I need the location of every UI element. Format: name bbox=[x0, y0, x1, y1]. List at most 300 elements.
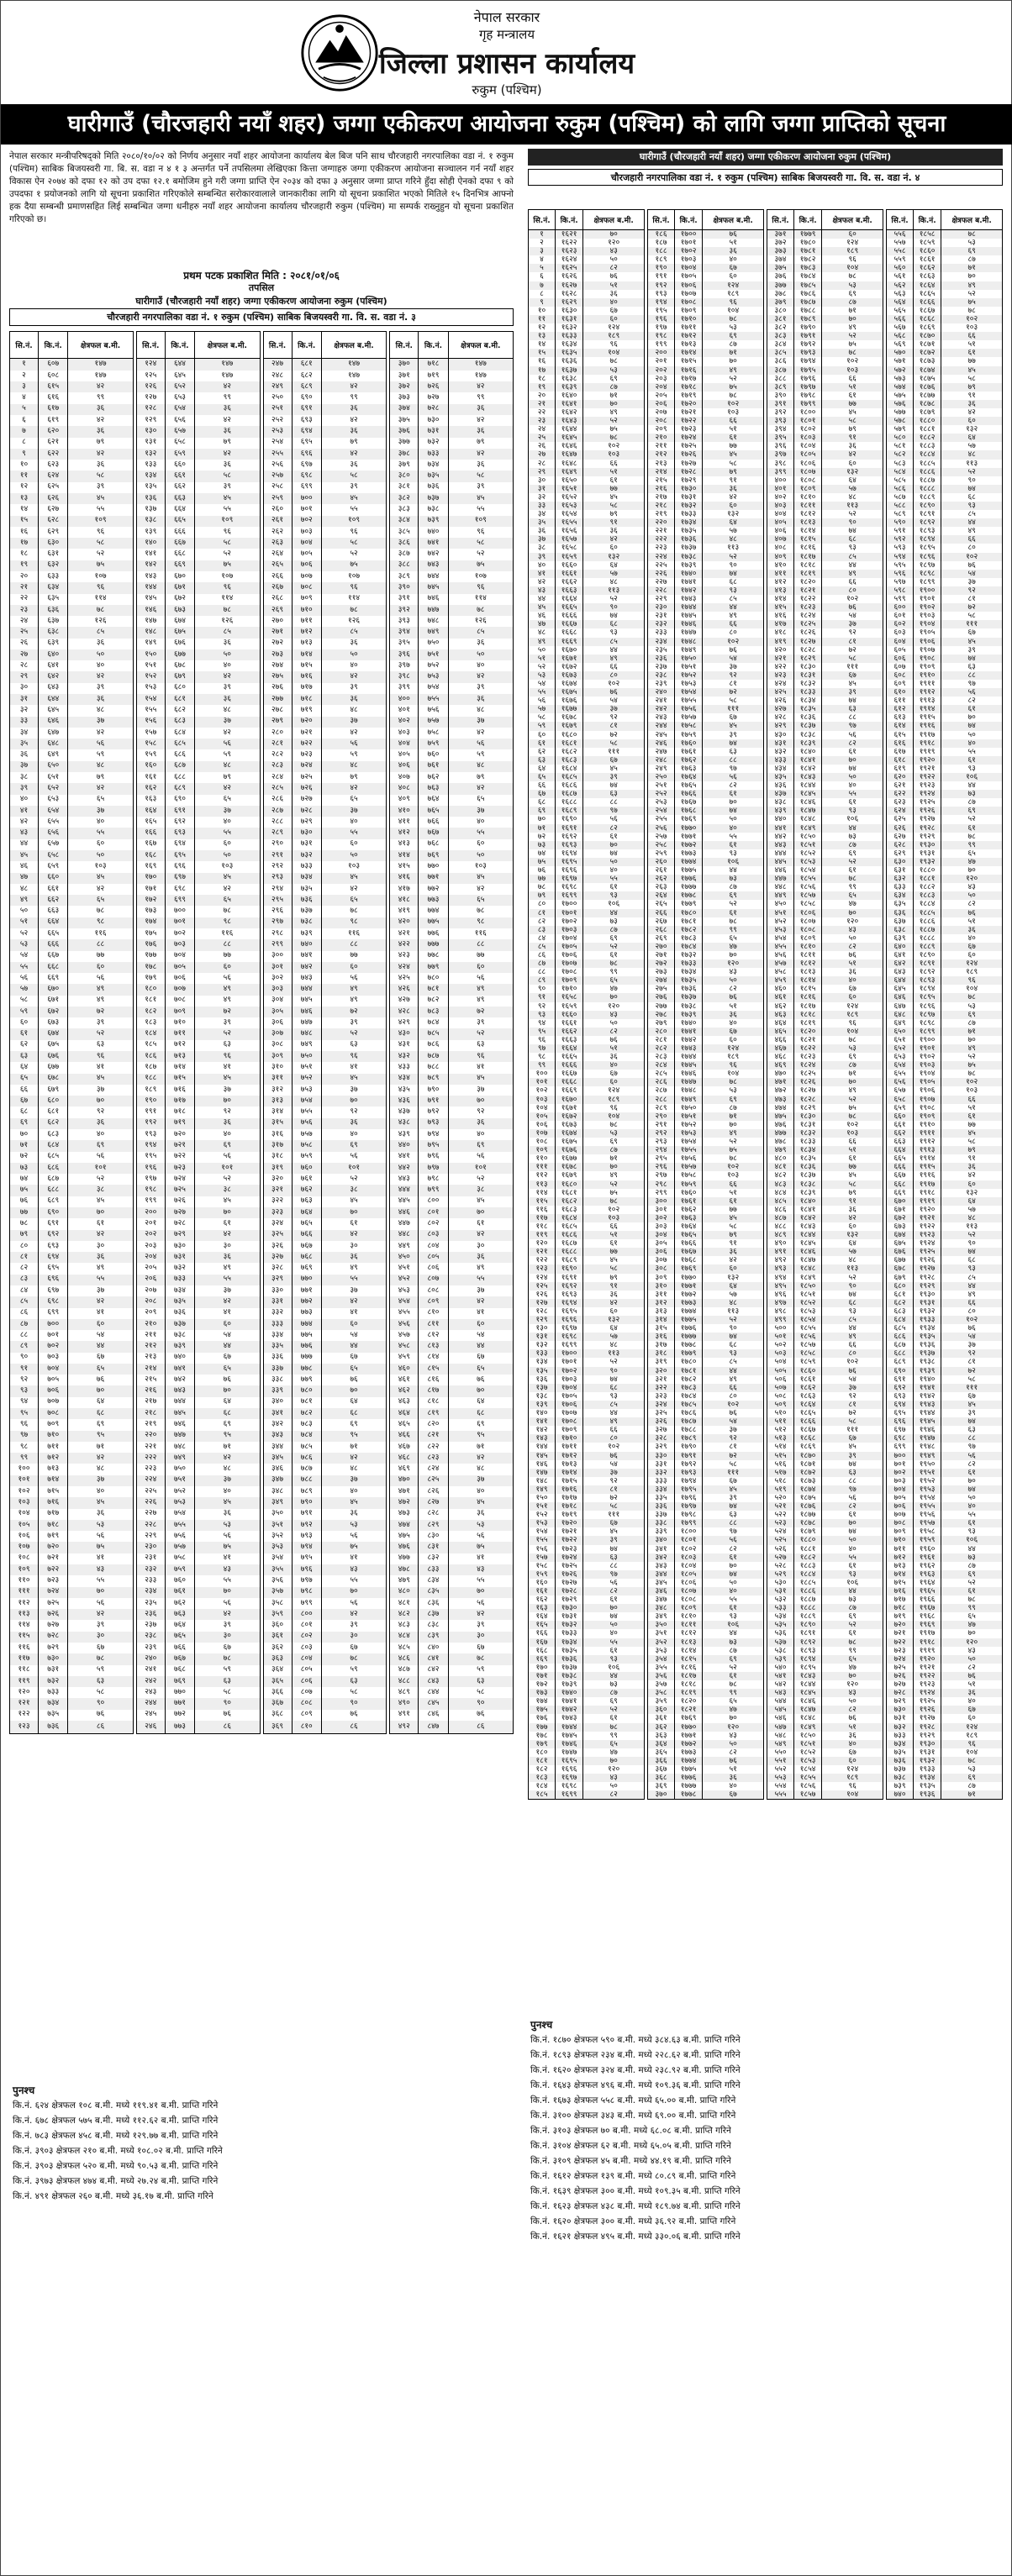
table-row: १९० १७०४ ६७ bbox=[648, 264, 764, 272]
table-row: ६२ १६८२ १११ bbox=[529, 748, 645, 756]
table-row: ११५ ७२८ ३० bbox=[10, 1632, 134, 1643]
table-row: २३२ ७५९ ४३ bbox=[136, 1564, 260, 1575]
table-row: ९४ १६६१ ५० bbox=[529, 1019, 645, 1028]
table-row: १६९ १७३६ ९३ bbox=[529, 1655, 645, 1664]
table-row: ६२७ १९२९ ७८ bbox=[887, 833, 1003, 841]
table-row: २४२ १७५६ १११ bbox=[648, 705, 764, 713]
table-row: ४९४ १८४९ ५२ bbox=[767, 1274, 883, 1282]
table-row: ५ ६१७ ३६ bbox=[10, 404, 134, 415]
table-row: ३७६ ७३१ ३६ bbox=[390, 426, 514, 437]
table-row: ३८१ १७८९ ७० bbox=[767, 315, 883, 323]
table-row: ७६ १६९६ ४० bbox=[529, 866, 645, 875]
table-row: २११ १७२५ ७७ bbox=[648, 442, 764, 450]
table-row: ६०४ १९०६ ४५ bbox=[887, 638, 1003, 646]
table-row: ५८५ १८८७ ९० bbox=[887, 476, 1003, 485]
table-row: ४३५ ७९० ३७ bbox=[390, 1085, 514, 1096]
table-row: ५२४ १८७९ ७४ bbox=[767, 1527, 883, 1536]
table-row: ३१८ १७७९ ९३ bbox=[648, 1349, 764, 1358]
table-row: ४३७ १८४५ ५५ bbox=[767, 790, 883, 798]
table-row: २९१ ७३२ ५० bbox=[263, 850, 387, 861]
table-row: १२६ १६९३ ३६ bbox=[529, 1291, 645, 1299]
table-row: २४१ १७५५ ५८ bbox=[648, 697, 764, 705]
table-row: २८९ ७३० ५५ bbox=[263, 828, 387, 839]
table-row: ७२९ १९२५ ४० bbox=[887, 1697, 1003, 1706]
table-row: २७३ १७३४ ४३ bbox=[648, 968, 764, 976]
table-row: ११६ ७२९ ६७ bbox=[10, 1643, 134, 1653]
table-row: ३८४ ७३९ १०९ bbox=[390, 516, 514, 527]
table-row: २८६ ७२७ ६५ bbox=[263, 795, 387, 806]
table-row: ३०६ १७६७ ३६ bbox=[648, 1248, 764, 1256]
table-row: २५४ १७६८ ७४ bbox=[648, 807, 764, 815]
table-row: १४ १६३४ ९६ bbox=[529, 340, 645, 349]
table-row: १७९ १७४६ ६५ bbox=[529, 1740, 645, 1748]
table-row: १४८ ६७५ ८५ bbox=[136, 627, 260, 638]
table-row: ३५२ ७९३ ५६ bbox=[263, 1531, 387, 1542]
table-row: ३५७ १८१८ ७८ bbox=[648, 1680, 764, 1689]
table-row: ५०८ १८६३ ९२ bbox=[767, 1392, 883, 1401]
table-row: १८९ १७०३ ४० bbox=[648, 255, 764, 264]
table-row: ३३६ ७७७ ६७ bbox=[263, 1353, 387, 1364]
table-row: ११५ १६८२ ७८ bbox=[529, 1197, 645, 1206]
column-header: कि.नं. bbox=[675, 210, 703, 230]
table-row: १७५ ७०२ ११६ bbox=[136, 928, 260, 939]
table-row: ६४८ १८९७ ६९ bbox=[887, 1011, 1003, 1019]
table-row: ४१९ ७७४ ७८ bbox=[390, 906, 514, 917]
table-row: २४९ ६८९ ४२ bbox=[263, 381, 387, 392]
table-row: ४७० ८२५ ३७ bbox=[390, 1475, 514, 1486]
table-row: ४३२ १८४० ६१ bbox=[767, 748, 883, 756]
table-row: ४७० १८२५ ७१ bbox=[767, 1070, 883, 1078]
table-row: ४७६ १८३१ १०२ bbox=[767, 1121, 883, 1129]
table-row: ३९ ६५२ ४२ bbox=[10, 783, 134, 794]
table-row: ६०२ १९०४ १११ bbox=[887, 620, 1003, 628]
table-row: २०४ ७३१ ३६ bbox=[136, 1252, 260, 1263]
table-row: २०६ ७३३ ५५ bbox=[136, 1275, 260, 1285]
table-row: ३१२ १७७३ ४८ bbox=[648, 1299, 764, 1307]
table-row: ३ १६२३ ४३ bbox=[529, 247, 645, 255]
table-row: ६०१ १९०३ ५८ bbox=[887, 612, 1003, 620]
table-row: २४६ ७७३ ८६ bbox=[136, 1721, 260, 1734]
table-row: ७२२ १९१८ १२० bbox=[887, 1638, 1003, 1647]
table-row: ५७४ १८७६ ७९ bbox=[887, 383, 1003, 392]
table-row: ९५ ७०८ ६८ bbox=[10, 1408, 134, 1419]
table-row: ४७७ ८३२ ४१ bbox=[390, 1553, 514, 1564]
table-row: ३४३ १८०४ ७० bbox=[648, 1562, 764, 1570]
table-row: ४२५ १८३३ ३९ bbox=[767, 688, 883, 697]
table-row: ५३६ १८९१ ६१ bbox=[767, 1629, 883, 1638]
table-row: १२३ १६९० ५८ bbox=[529, 1264, 645, 1273]
table-row: ४३९ ७९४ ४० bbox=[390, 1129, 514, 1140]
table-row: १५३ ६८० ३९ bbox=[136, 683, 260, 694]
table-row: २९ १६४९ ५१ bbox=[529, 468, 645, 476]
table-row: २४८ ६८२ १४७ bbox=[263, 371, 387, 381]
table-row: ५७२ १८७४ ४५ bbox=[887, 366, 1003, 375]
table-row: १७७ १७४४ ७८ bbox=[529, 1723, 645, 1732]
table-row: ४४३ १८५१ ८७ bbox=[767, 841, 883, 849]
table-row: २८८ १७४९ ६९ bbox=[648, 1096, 764, 1104]
table-row: ३७ ६५० ४८ bbox=[10, 761, 134, 772]
table-row: ५९८ १९०० ९२ bbox=[887, 586, 1003, 595]
table-row: ४५९ १८१४ ४० bbox=[767, 976, 883, 985]
right-note-item: कि.नं. १८९३ क्षेत्रफल २३४ ब.मी. मध्ये २२८.६२ ब.मी. प्राप्ति गरिने bbox=[530, 2050, 741, 2060]
table-row: २२ ६३५ ११४ bbox=[10, 594, 134, 605]
table-row: १३५ ६६२ ३९ bbox=[136, 482, 260, 493]
table-row: २३ १६४३ ५२ bbox=[529, 417, 645, 425]
right-note-item: कि.नं. ३१०० क्षेत्रफल ३४३ ब.मी. मध्ये ६९.०० ब.मी. प्राप्ति गरिने bbox=[530, 2111, 736, 2121]
table-row: २३५ १७४९ ७६ bbox=[648, 646, 764, 655]
table-row: २९६ ७३७ ७८ bbox=[263, 906, 387, 917]
table-row: ४०४ ७५९ ५६ bbox=[390, 739, 514, 749]
table-row: ५७९ १८८१ १३२ bbox=[887, 425, 1003, 434]
table-row: ४३ ६५६ ५५ bbox=[10, 828, 134, 839]
table-row: ११२ १६७९ ४९ bbox=[529, 1171, 645, 1180]
table-row: २५६ ६९७ ३६ bbox=[263, 460, 387, 471]
table-row: १०१ १६६८ ६० bbox=[529, 1078, 645, 1086]
table-row: ६४९ १८९८ ८७ bbox=[887, 1019, 1003, 1028]
left-note-item: कि.नं. ६२४ क्षेत्रफल १०८ ब.मी. मध्ये ११९.४१ ब.मी. प्राप्ति गरिने bbox=[13, 2100, 219, 2111]
table-row: २८५ ७२६ ४२ bbox=[263, 783, 387, 794]
table-row: २२६ ७५३ ४५ bbox=[136, 1497, 260, 1508]
table-row: ५५ १६७५ ७६ bbox=[529, 688, 645, 697]
table-row: ५४६ १८४८ ७६ bbox=[767, 1714, 883, 1722]
table-row: ४९५ १८५० ९० bbox=[767, 1282, 883, 1291]
table-row: २६ ६३९ ३६ bbox=[10, 639, 134, 649]
table-row: २४५ १७५९ ३९ bbox=[648, 731, 764, 739]
table-row: ६४ ६७७ ४१ bbox=[10, 1062, 134, 1073]
table-row: ३१३ ७५४ ७० bbox=[263, 1096, 387, 1107]
table-row: १४३ १७१० ८० bbox=[529, 1434, 645, 1443]
table-row: २९४ ७३५ ४२ bbox=[263, 884, 387, 895]
table-row: ३७० ७१८ १४७ bbox=[390, 359, 514, 371]
table-row: ३२७ १७८८ ३७ bbox=[648, 1426, 764, 1434]
table-row: ५३१ १८८६ ४४ bbox=[767, 1587, 883, 1596]
table-row: ३८ १६५८ ६० bbox=[529, 544, 645, 552]
table-row: ६४१ १८९० ६० bbox=[887, 951, 1003, 959]
table-row: ५६१ १८६३ ७० bbox=[887, 272, 1003, 281]
table-row: ५६९ १८७१ ५१ bbox=[887, 340, 1003, 349]
table-row: ६३३ १८८२ ४३ bbox=[887, 883, 1003, 891]
table-row: ५१ ६६४ ९८ bbox=[10, 917, 134, 928]
table-row: ६६२ १९११ ४५ bbox=[887, 1129, 1003, 1138]
right-notes bbox=[530, 2017, 1001, 2244]
table-row: २३८ १७५२ ९२ bbox=[648, 671, 764, 680]
table-row: १०९ १६७६ ८७ bbox=[529, 1146, 645, 1154]
table-row: १६४ १७३१ ७४ bbox=[529, 1612, 645, 1621]
table-row: ४१३ ७६८ ६० bbox=[390, 839, 514, 850]
table-row: ५२६ १८८१ ४० bbox=[767, 1545, 883, 1553]
table-row: २८७ ७२८ ३७ bbox=[263, 806, 387, 817]
table-row: ५२३ १८७८ ७० bbox=[767, 1519, 883, 1527]
table-row: ४२८ ७८३ ७२ bbox=[390, 1007, 514, 1017]
table-row: ४२८ १८३६ ८८ bbox=[767, 713, 883, 722]
table-row: ८६ १७०६ ६१ bbox=[529, 951, 645, 959]
table-row: ९६ ७०९ ६९ bbox=[10, 1419, 134, 1430]
right-note-item: कि.नं. १६४३ क्षेत्रफल ४९६ ब.मी. मध्ये १०९.३६ ब.मी. प्राप्ति गरिने bbox=[530, 2080, 741, 2090]
table-row: १५५ ६८२ ४८ bbox=[136, 705, 260, 716]
table-row: २०९ १७२३ ५१ bbox=[648, 425, 764, 434]
table-row: ५३ १६७३ ८० bbox=[529, 671, 645, 680]
table-row: २६५ १७७९ ५२ bbox=[648, 900, 764, 908]
table-row: ३१३ १७७४ ११३ bbox=[648, 1307, 764, 1316]
table-row: ४७ १६६७ ६८ bbox=[529, 620, 645, 628]
table-row: ३६० ८०१ ३९ bbox=[263, 1620, 387, 1631]
table-row: ४७६ ८३१ ७५ bbox=[390, 1542, 514, 1553]
table-row: ४२९ ७८४ ३९ bbox=[390, 1017, 514, 1028]
table-row: १३४ १७०१ ५२ bbox=[529, 1358, 645, 1366]
table-row: ५०१ १८५६ ४९ bbox=[767, 1333, 883, 1341]
table-row: ५०० १८५५ ४४ bbox=[767, 1324, 883, 1333]
table-row: २६२ ७०३ ९६ bbox=[263, 527, 387, 538]
table-row: ८४ १७०४ ६९ bbox=[529, 934, 645, 943]
table-row: १३० १६९७ ६४ bbox=[529, 1324, 645, 1333]
table-row: ३११ ७५२ ४५ bbox=[263, 1074, 387, 1085]
table-row: ५८० १८८२ ६४ bbox=[887, 434, 1003, 442]
table-row: ४१८ ७७३ ६५ bbox=[390, 895, 514, 906]
table-row: ४५६ ८११ ६० bbox=[390, 1319, 514, 1330]
table-row: ४०० ७५५ ३६ bbox=[390, 694, 514, 705]
table-row: ४७ ६६० ४५ bbox=[10, 873, 134, 884]
table-row: ११२ ७२५ ५६ bbox=[10, 1598, 134, 1609]
table-row: ७१३ १९६२ ८७ bbox=[887, 1562, 1003, 1570]
table-row: ६७१ १९२० ५७ bbox=[887, 1206, 1003, 1214]
table-row: ७८ १६९८ ६१ bbox=[529, 883, 645, 891]
table-row: १९६ ७२३ १०१ bbox=[136, 1163, 260, 1174]
table-row: २३० १७४४ ४४ bbox=[648, 603, 764, 612]
table-row: ५५१ १८५३ ६० bbox=[767, 1757, 883, 1765]
table-row: ४६७ ८२२ ७१ bbox=[390, 1442, 514, 1453]
table-row: २४४ ७७१ ९० bbox=[136, 1698, 260, 1709]
table-row: ८७ ७०० ६० bbox=[10, 1319, 134, 1330]
table-row: ८२ ६९५ ४९ bbox=[10, 1263, 134, 1274]
table-row: २६६ ७०७ १०७ bbox=[263, 571, 387, 582]
table-row: ४३८ ७९३ ३६ bbox=[390, 1118, 514, 1129]
table-row: ११८ ७३१ ५९ bbox=[10, 1665, 134, 1676]
column-header: क्षेत्रफल ब.मी. bbox=[583, 210, 645, 230]
table-row: ३३९ १८०० ९७ bbox=[648, 1527, 764, 1536]
table-row: ४५ १६६५ ९० bbox=[529, 603, 645, 612]
table-row: १२६ ६५२ ४२ bbox=[136, 381, 260, 392]
table-row: ४२ ६५५ ४० bbox=[10, 817, 134, 828]
table-row: ३३७ १७९८ ६३ bbox=[648, 1511, 764, 1519]
table-row: ३३९ ७८० ७० bbox=[263, 1385, 387, 1396]
table-row: ५७८ १८८० ६० bbox=[887, 417, 1003, 425]
table-row: ५५४ १८५६ ९६ bbox=[767, 1782, 883, 1790]
table-row: ६०९ १९११ ९७ bbox=[887, 680, 1003, 688]
table-row: १८६ ७१३ ९६ bbox=[136, 1051, 260, 1062]
table-row: १३ १६३३ १८९ bbox=[529, 332, 645, 340]
table-row: ३६६ १७७४ ७६ bbox=[648, 1757, 764, 1765]
table-row: २१० १७२४ ६१ bbox=[648, 434, 764, 442]
table-row: २७५ १७३६ ८२ bbox=[648, 985, 764, 993]
table-row: ३७७ ७३२ ७९ bbox=[390, 438, 514, 449]
table-row: ४६८ १८२३ ६९ bbox=[767, 1053, 883, 1061]
table-row: ६१८ १९२० ६१ bbox=[887, 756, 1003, 765]
table-row: २७८ १७३९ ३६ bbox=[648, 1011, 764, 1019]
table-row: ५५६ १८५८ ७८ bbox=[887, 230, 1003, 239]
table-row: १४५ १७१२ ७६ bbox=[529, 1452, 645, 1460]
table-row: २९७ ७३८ ९८ bbox=[263, 917, 387, 928]
table-row: ३४८ ७८९ ४० bbox=[263, 1486, 387, 1497]
table-row: ६३२ १८८१ १२० bbox=[887, 875, 1003, 883]
table-row: २८४ ७२५ ७९ bbox=[263, 772, 387, 783]
left-note-item: कि.नं. ३९७३ क्षेत्रफल ४७४ ब.मी. मध्ये २७.२४ ब.मी. प्राप्ति गरिने bbox=[13, 2176, 219, 2186]
table-row: १७८ १७४५ ९९ bbox=[529, 1732, 645, 1740]
table-row: ४९ १६६९ ८५ bbox=[529, 638, 645, 646]
table-row: ४२६ १८३४ ७४ bbox=[767, 697, 883, 705]
table-row: २०० ७२७ ७० bbox=[136, 1207, 260, 1218]
notice-body: नेपाल सरकार मन्त्रीपरिषद्को मिति २०८०/१०/०२ को निर्णय अनुसार नयाँ शहर आयोजना कार्यालय बेल बिज पनि साथ चौरजहारी नगरपालिका वडा नं. १ रुकुम (पश्चिम) साबिक बिजयस्वरी गा. बि. स. वडा न ४ १ ३ अन्तर्गत पर्ने तपसिलमा लेखिएका कित्ता जग्गाहरु जग्गा एकीकरण आयोजना सञ्चालन गर्न नयाँ शहर विकास ऐन २०७४ को दफा १२ को उप दफा १२.१ बमोजिम हुने गरी जग्गा प्राप्ति ऐन २०३४ को दफा ३ अनुसार जग्गा प्राप्त गरिने हुँदा सोही ऐनको दफा ९ को उपदफा १ प्रयोजनको लागि यो सूचना प्रकाशित गरिएकोले सम्बन्धित सरोकारवालाले जानकारीका लागि यो सूचना प्रकाशित भएको मितिले १५ दिनभित्र आफ्नो हक दैया सम्बन्धी प्रमाणसहित लिई सम्बन्धित जग्गा धनीहरु नयाँ शहर आयोजना कार्यालय चौरजहारी रुकुम (पश्चिम) मा सम्पर्क राख्नुहुन यो सूचना प्रकाशित गरिएको छ। bbox=[9, 151, 514, 224]
table-row: ९९ ७१२ ४२ bbox=[10, 1453, 134, 1464]
table-row: १२७ ६५३ ९९ bbox=[136, 392, 260, 403]
table-row: १०९ ७२२ ४३ bbox=[10, 1564, 134, 1575]
table-row: २६५ ७०६ ७५ bbox=[263, 560, 387, 571]
table-row: ३५६ ७९७ ५५ bbox=[263, 1575, 387, 1586]
table-row: ६७ १६८७ ६३ bbox=[529, 790, 645, 798]
table-row: ३२६ ७६७ ३० bbox=[263, 1241, 387, 1252]
table-row: ४१३ १८२१ ८० bbox=[767, 586, 883, 595]
table-row: २८१ १७४२ ६० bbox=[648, 1036, 764, 1044]
table-row: ५९७ १८९९ ३७ bbox=[887, 578, 1003, 586]
right-note-item: कि.नं. ३१०३ क्षेत्रफल ७० ब.मी. मध्ये ६८.०८ ब.मी. प्राप्ति गरिने bbox=[530, 2126, 731, 2136]
table-row: ३९४ ७४९ ८५ bbox=[390, 627, 514, 638]
table-row: २९१ १७५२ ७० bbox=[648, 1121, 764, 1129]
table-row: ४८१ १८३६ ७७ bbox=[767, 1163, 883, 1171]
table-row: १६८ १७३५ ६१ bbox=[529, 1647, 645, 1655]
table-row: ३५७ ७९८ ७० bbox=[263, 1587, 387, 1598]
table-row: १८५ १६९९ ८२ bbox=[529, 1790, 645, 1800]
table-row: ४९९ १८५४ ८५ bbox=[767, 1316, 883, 1324]
table-row: १५९ १७२६ ९७ bbox=[529, 1570, 645, 1579]
table-row: ३२१ १७८२ ४९ bbox=[648, 1375, 764, 1384]
table-row: ४४९ ८०४ ३० bbox=[390, 1241, 514, 1252]
table-row: ४३३ १८४१ ७० bbox=[767, 756, 883, 765]
table-row: ४५६ १८११ ७६ bbox=[767, 951, 883, 959]
table-row: ५३२ १८८७ ७३ bbox=[767, 1596, 883, 1604]
table-row: ३३० ७७१ ३७ bbox=[263, 1285, 387, 1296]
table-row: ८० १७०० १०६ bbox=[529, 900, 645, 908]
right-note-item: कि.नं. १६२० क्षेत्रफल ३२४ ब.मी. मध्ये २३८.९२ ब.मी. प्राप्ति गरिने bbox=[530, 2065, 741, 2075]
table-row: ७ ६२० ३६ bbox=[10, 426, 134, 437]
table-row: ५९४ १८९६ १०२ bbox=[887, 553, 1003, 561]
table-row: ९२ ७०५ ७६ bbox=[10, 1375, 134, 1385]
table-row: ८५ १७०५ ५२ bbox=[529, 943, 645, 951]
table-row: २११ ७३८ ५४ bbox=[136, 1330, 260, 1341]
table-row: ४६ १६६६ ७४ bbox=[529, 612, 645, 620]
table-row: २४९ १७६३ ९७ bbox=[648, 765, 764, 773]
table-row: ४१८ १८२६ ९२ bbox=[767, 628, 883, 637]
table-row: २६९ ७१० ७८ bbox=[263, 605, 387, 616]
table-row: ४५७ १८१२ ५१ bbox=[767, 959, 883, 968]
table-row: ६८२ १९३१ ६६ bbox=[887, 1299, 1003, 1307]
table-row: १२० ७३३ ५८ bbox=[10, 1687, 134, 1698]
table-row: ३२६ १७८७ ५४ bbox=[648, 1417, 764, 1426]
table-row: ६८ १६८८ ८८ bbox=[529, 798, 645, 807]
table-row: १२८ ६५४ ३६ bbox=[136, 404, 260, 415]
table-row: १ १६२१ ७० bbox=[529, 230, 645, 239]
table-row: २२८ ७५५ ५३ bbox=[136, 1520, 260, 1531]
table-row: २९८ १७५९ ६६ bbox=[648, 1180, 764, 1189]
table-row: ३० ६४३ ३९ bbox=[10, 683, 134, 694]
table-row: ६६५ १९१४ ९१ bbox=[887, 1154, 1003, 1163]
table-row: ७ १६२७ ५१ bbox=[529, 281, 645, 290]
table-row: १११ ७२४ ७० bbox=[10, 1587, 134, 1598]
table-row: ५५३ १८५५ १८९ bbox=[767, 1774, 883, 1782]
table-row: ६५५ १९०४ ७८ bbox=[887, 1070, 1003, 1078]
table-row: १५५ १७२२ ३९ bbox=[529, 1536, 645, 1544]
table-row: २१२ ७३९ ४४ bbox=[136, 1341, 260, 1352]
table-row: १०२ ७१५ ४० bbox=[10, 1486, 134, 1497]
table-row: २७ १६४७ १०३ bbox=[529, 450, 645, 459]
table-row: १७ ६३० ५८ bbox=[10, 538, 134, 549]
table-row: ४२१ १८२९ ५८ bbox=[767, 655, 883, 663]
table-row: ४९१ १८४६ ५७ bbox=[767, 1248, 883, 1256]
table-row: ४७८ ८३३ ४३ bbox=[390, 1564, 514, 1575]
table-row: ४२३ ७७८ ७७ bbox=[390, 951, 514, 962]
table-row: ३८७ ७४२ ५२ bbox=[390, 549, 514, 560]
table-row: ७४० १९३६ ७१ bbox=[887, 1790, 1003, 1800]
table-row: ९१ ७०४ ६५ bbox=[10, 1364, 134, 1375]
table-row: ७५ १६९५ ५० bbox=[529, 858, 645, 866]
table-row: २२१ ७४८ ७१ bbox=[136, 1442, 260, 1453]
table-row: ७२७ १९२३ ५१ bbox=[887, 1680, 1003, 1689]
table-row: २६१ १७७५ ४४ bbox=[648, 866, 764, 875]
table-row: २५३ ६९४ ३६ bbox=[263, 426, 387, 437]
table-row: ४६५ १८२० १०४ bbox=[767, 1028, 883, 1036]
table-row: ५४८ १८५० ३६ bbox=[767, 1732, 883, 1740]
table-row: २७२ १७३३ १२० bbox=[648, 959, 764, 968]
column-header: क्षेत्रफल ब.मी. bbox=[321, 332, 386, 359]
table-row: ३९५ ७५० ३६ bbox=[390, 639, 514, 649]
table-row: ६०७ १९०९ ६३ bbox=[887, 663, 1003, 671]
table-row: १४७ १७१४ ३७ bbox=[529, 1469, 645, 1477]
table-row: ६४३ १८९२ १८९ bbox=[887, 968, 1003, 976]
right-table-col bbox=[886, 209, 1003, 1800]
table-row: ५०९ १८६४ ८१ bbox=[767, 1401, 883, 1409]
table-row: ५६ १६७६ ५४ bbox=[529, 697, 645, 705]
table-row: २९० १७५१ ७१ bbox=[648, 1112, 764, 1121]
table-row: ४०८ ७६३ ४२ bbox=[390, 783, 514, 794]
table-row: ९६ १६६३ ७६ bbox=[529, 1036, 645, 1044]
table-row: ४५० ८०५ ३६ bbox=[390, 1252, 514, 1263]
table-row: ३८९ ७४४ १०७ bbox=[390, 571, 514, 582]
table-row: ४१२ १८२० ६६ bbox=[767, 578, 883, 586]
table-row: ३५३ १८१४ ८७ bbox=[648, 1647, 764, 1655]
table-row: ३३८ ७७९ ७६ bbox=[263, 1375, 387, 1385]
table-row: २७० १७८४ ४७ bbox=[648, 943, 764, 951]
table-row: २५३ १७६७ ७० bbox=[648, 798, 764, 807]
table-row: ३४४ ७८५ ७१ bbox=[263, 1442, 387, 1453]
left-note-item: कि.नं. ३९०३ क्षेत्रफल २१० ब.मी. मध्ये १०८.०२ ब.मी. प्राप्ति गरिने bbox=[13, 2146, 223, 2156]
table-row: २४५ ७७२ ७६ bbox=[136, 1710, 260, 1721]
table-row: ३०२ ७४३ ५६ bbox=[263, 973, 387, 984]
table-row: ४२९ १८३७ ९७ bbox=[767, 722, 883, 730]
table-row: २५४ ६९५ ७९ bbox=[263, 438, 387, 449]
table-row: ३८५ १७९३ ७८ bbox=[767, 349, 883, 357]
table-row: ४५८ १८१३ ३६ bbox=[767, 968, 883, 976]
table-row: ३८ ६५१ ७९ bbox=[10, 772, 134, 783]
table-row: २१६ १७३० ३६ bbox=[648, 485, 764, 493]
table-row: ५०७ १८६२ ३७ bbox=[767, 1384, 883, 1392]
table-row: ३१९ १७८० ८५ bbox=[648, 1358, 764, 1366]
table-row: ५१७ १८७२ ६३ bbox=[767, 1469, 883, 1477]
table-row: ७२ ६८५ ५६ bbox=[10, 1152, 134, 1163]
table-row: ४१ ६५४ ३७ bbox=[10, 806, 134, 817]
table-row: ५८ १६७८ ९२ bbox=[529, 713, 645, 722]
table-row: ६९ ६८२ ३६ bbox=[10, 1118, 134, 1129]
table-row: ६३९ १८८८ ४० bbox=[887, 934, 1003, 943]
table-row: २३७ १७५१ ३७ bbox=[648, 663, 764, 671]
table-row: ८९ ७०२ ४४ bbox=[10, 1341, 134, 1352]
